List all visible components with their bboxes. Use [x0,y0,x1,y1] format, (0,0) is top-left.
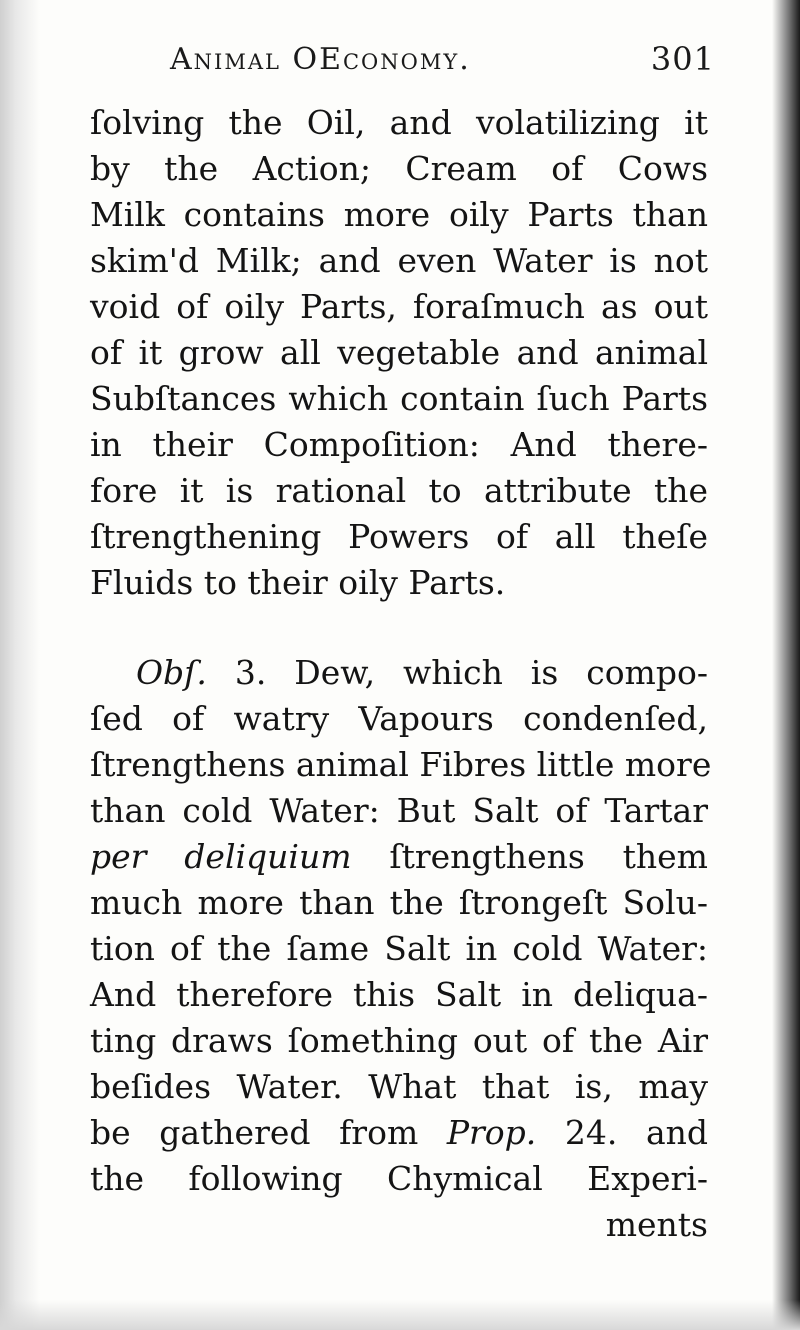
text-line: tion of the ſame Salt in cold Water: [90,929,708,968]
text-line: of it grow all vegetable and animal [90,333,708,372]
scan-shadow-bottom [0,1300,800,1330]
text-line: skim'd Milk; and even Water is not [90,241,708,280]
text-line: And therefore this Salt in deliqua- [90,975,708,1014]
catchword: ments [605,1205,708,1244]
text-line: ſed of watry Vapours condenſed, [90,699,708,738]
text-line [90,1110,708,1156]
prop-reference: Prop. [446,1113,537,1152]
text-line: by the Action; Cream of Cows [90,149,708,188]
running-head: Animal OEconomy. [170,42,471,77]
paragraph-gap [90,606,708,650]
page-header [170,40,715,90]
text-line: beſides Water. What that is, may [90,1067,708,1106]
text-line: Fluids to their oily Parts. [90,563,506,602]
body-text [90,100,712,1248]
scan-shadow-left [0,0,40,1330]
text-segment: 24. and [536,1113,708,1152]
text-line: than cold Water: But Salt of Tartar [90,791,708,830]
text-line [90,834,708,880]
text-line: Subſtances which contain ſuch Parts [90,379,708,418]
text-line [90,650,708,696]
text-line: the following Chymical Experi- [90,1159,708,1198]
text-segment: ſtrengthens them [351,837,708,876]
text-line: ſtrengthens animal Fibres little more [90,745,712,784]
text-line: ſolving the Oil, and volatilizing it [90,103,708,142]
text-segment: 3. Dew, which is compo- [206,653,708,692]
paragraph-2 [90,650,712,1248]
text-line: Milk contains more oily Parts than [90,195,708,234]
text-line: in their Compoſition: And there- [90,425,708,464]
text-line: ſtrengthening Powers of all theſe [90,517,708,556]
text-line: ting draws ſomething out of the Air [90,1021,708,1060]
text-line: fore it is rational to attribute the [90,471,708,510]
paragraph-1 [90,100,708,606]
latin-phrase: per deliquium [90,837,352,876]
text-segment: be gathered from [90,1113,447,1152]
text-line: much more than the ſtrongeſt Solu- [90,883,708,922]
text-line: void of oily Parts, foraſmuch as out [90,287,708,326]
scan-shadow-right [772,0,800,1330]
page-number: 301 [650,40,715,78]
obs-label: Obſ. [136,653,207,692]
